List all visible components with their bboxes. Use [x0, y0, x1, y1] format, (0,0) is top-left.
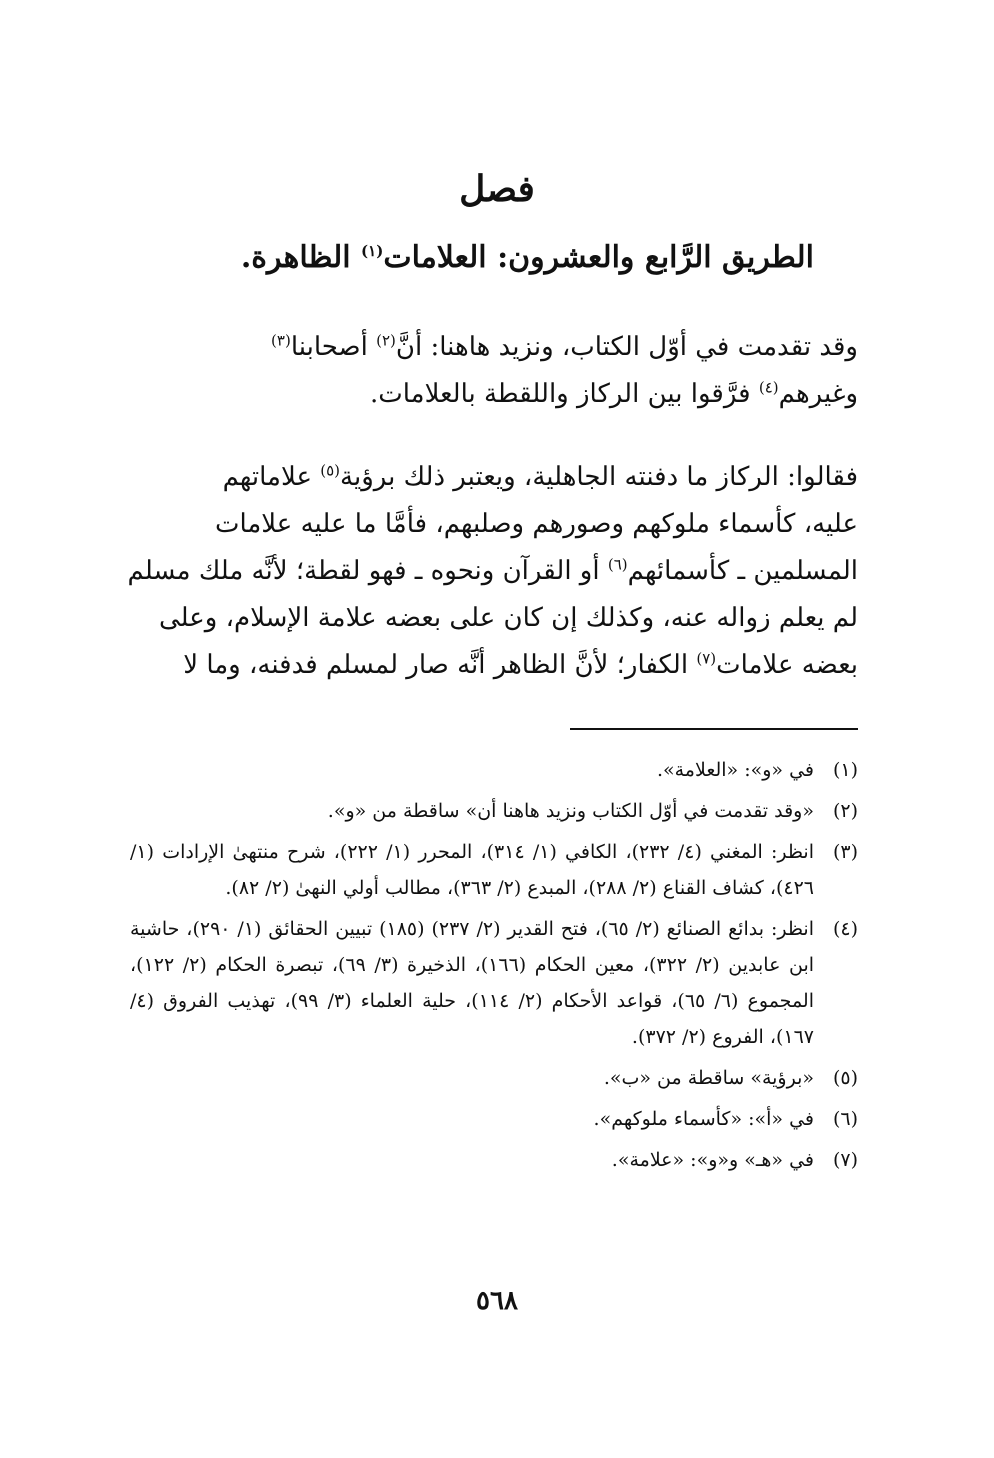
- text-run: فرَّقوا بين الركاز واللقطة بالعلامات.: [370, 379, 759, 409]
- footnote-item: [130, 834, 858, 906]
- text-run: وغيرهم: [778, 379, 858, 409]
- text-run: الكفار؛ لأنَّ الظاهر أنَّه صار لمسلم فدفنه، وما لا: [183, 650, 697, 680]
- footnote-number: (٦): [832, 1108, 858, 1130]
- footnote-ref: (٧): [696, 649, 717, 668]
- footnote-number: (٥): [832, 1067, 858, 1089]
- footnote-number: (٣): [832, 841, 858, 863]
- paragraph-2: [127, 454, 858, 689]
- text-run: فقالوا: الركاز ما دفنته الجاهلية، ويعتبر ذلك برؤية: [340, 462, 858, 492]
- footnote-ref: (٥): [320, 461, 341, 480]
- chapter-title: فصل: [459, 168, 535, 210]
- footnote-number: (٢): [832, 800, 858, 822]
- text-run: علاماتهم: [222, 462, 321, 492]
- paragraph-line: [127, 548, 858, 595]
- footnote-item: [130, 1101, 858, 1137]
- heading-text-end: الظاهرة.: [240, 240, 362, 275]
- footnote-number: (١): [832, 759, 858, 781]
- footnote-text: في «و»: «العلامة».: [656, 759, 814, 781]
- footnote-ref: (١): [361, 242, 384, 260]
- footnote-item: [130, 1060, 858, 1096]
- footnote-ref: (٦): [607, 555, 628, 574]
- footnote-number: (٧): [832, 1149, 858, 1171]
- section-heading: [114, 240, 814, 275]
- heading-text: الطريق الرَّابع والعشرون: العلامات: [383, 240, 814, 275]
- text-run: المسلمين ـ كأسمائهم: [627, 556, 858, 586]
- footnote-text: «وقد تقدمت في أوّل الكتاب ونزيد هاهنا أن» ساقطة من «و».: [327, 800, 814, 822]
- paragraph-line: [130, 642, 858, 689]
- text-run: وقد تقدمت في أوّل الكتاب، ونزيد هاهنا: أنَّ: [395, 332, 858, 362]
- footnote-text: انظر: بدائع الصنائع (٢/ ٦٥)، فتح القدير (٢/ ٢٣٧) (١٨٥) تبيين الحقائق (١/ ٢٩٠)، حاشية ابن عابدين (٢/ ٣٢٢)، معين الحكام (١٦٦)، الذخيرة (٣/ ٦٩)، تبصرة الحكام (٢/ ١٢٢)، المجموع (٦/ ٦٥)، قواعد الأحكام (٢/ ١١٤)، حلية العلماء (٣/ ٩٩)، تهذيب الفروق (٤/ ١٦٧)، الفروع (٢/ ٣٧٢).: [130, 918, 815, 1048]
- footnote-item: [130, 911, 858, 1055]
- footnote-divider: [570, 728, 858, 730]
- footnote-item: [130, 752, 858, 788]
- footnotes: [130, 752, 858, 1183]
- text-run: أو القرآن ونحوه ـ فهو لقطة؛ لأنَّه ملك مسلم: [127, 556, 608, 586]
- footnote-ref: (٣): [271, 331, 291, 350]
- paragraph-line: [130, 371, 858, 418]
- paragraph-line: [130, 454, 858, 501]
- paragraph-1: [130, 324, 858, 418]
- paragraph-line: عليه، كأسماء ملوكهم وصورهم وصلبهم، فأمَّا ما عليه علامات: [214, 509, 858, 539]
- footnote-text: في «أ»: «كأسماء ملوكهم».: [593, 1108, 814, 1130]
- footnote-text: في «هـ» و«و»: «علامة».: [611, 1149, 814, 1171]
- footnote-number: (٤): [832, 918, 858, 940]
- footnote-item: [130, 1142, 858, 1178]
- footnote-ref: (٤): [758, 378, 779, 397]
- footnote-ref: (٢): [376, 331, 396, 350]
- text-run: أصحابنا: [290, 332, 377, 362]
- footnote-text: انظر: المغني (٤/ ٢٣٢)، الكافي (١/ ٣١٤)، المحرر (١/ ٢٢٢)، شرح منتهىٰ الإرادات (١/ ٤٢٦)، كشاف القناع (٢/ ٢٨٨)، المبدع (٢/ ٣٦٣)، مطالب أولي النهىٰ (٢/ ٨٢).: [130, 841, 815, 899]
- footnote-text: «برؤية» ساقطة من «ب».: [603, 1067, 814, 1089]
- footnote-item: [130, 793, 858, 829]
- page-number: ٥٦٨: [476, 1286, 518, 1316]
- paragraph-line: [130, 324, 858, 371]
- paragraph-line: لم يعلم زواله عنه، وكذلك إن كان على بعضه علامة الإسلام، وعلى: [159, 603, 858, 633]
- text-run: بعضه علامات: [716, 650, 858, 680]
